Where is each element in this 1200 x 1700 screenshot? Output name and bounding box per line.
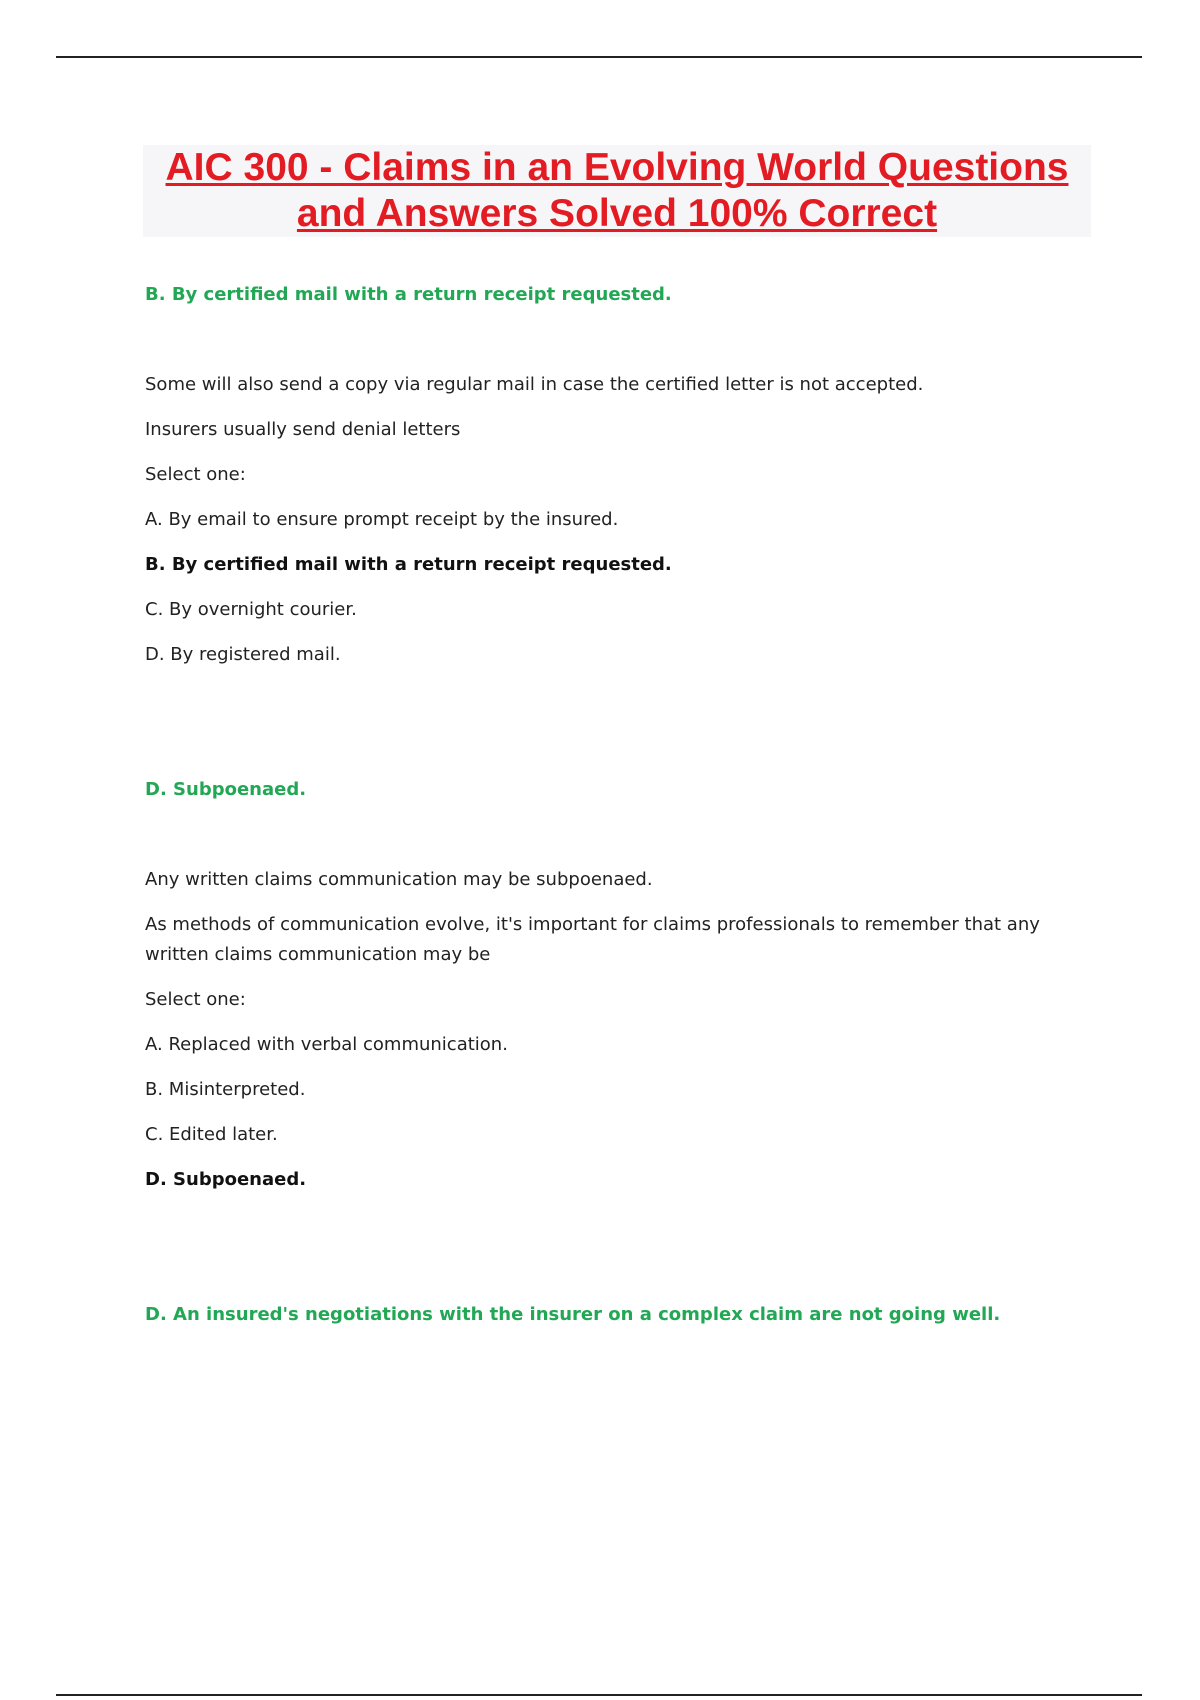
answer-text: D. An insured's negotiations with the insurer on a complex claim are not going well.	[145, 1304, 1001, 1325]
qa-content	[145, 280, 1075, 1390]
select-prompt: Select one:	[145, 464, 246, 485]
option-b: B. Misinterpreted.	[145, 1079, 306, 1100]
explanation-text: Some will also send a copy via regular mail in case the certified letter is not accepted.	[145, 374, 924, 395]
option-c: C. Edited later.	[145, 1124, 278, 1145]
option-a: A. Replaced with verbal communication.	[145, 1034, 508, 1055]
question-text: Insurers usually send denial letters	[145, 419, 461, 440]
option-a: A. By email to ensure prompt receipt by the insured.	[145, 509, 619, 530]
explanation-text: Any written claims communication may be subpoenaed.	[145, 869, 653, 890]
option-d-correct: D. Subpoenaed.	[145, 1169, 307, 1190]
option-d: D. By registered mail.	[145, 644, 341, 665]
select-prompt: Select one:	[145, 989, 246, 1010]
answer-text: B. By certified mail with a return receipt requested.	[145, 284, 672, 305]
top-rule	[56, 56, 1142, 58]
bottom-rule	[56, 1694, 1142, 1696]
question-text: As methods of communication evolve, it's important for claims professionals to remember that any written claims communication may be	[145, 914, 1040, 965]
question-block-1	[145, 280, 1075, 670]
question-block-2	[145, 775, 1075, 1195]
option-c: C. By overnight courier.	[145, 599, 357, 620]
option-b-correct: B. By certified mail with a return receipt requested.	[145, 554, 672, 575]
question-block-3	[145, 1300, 1075, 1330]
answer-text: D. Subpoenaed.	[145, 779, 307, 800]
document-title	[143, 145, 1091, 237]
title-line-1: AIC 300 - Claims in an Evolving World Questions	[165, 146, 1069, 189]
title-line-2: and Answers Solved 100% Correct	[296, 192, 938, 235]
